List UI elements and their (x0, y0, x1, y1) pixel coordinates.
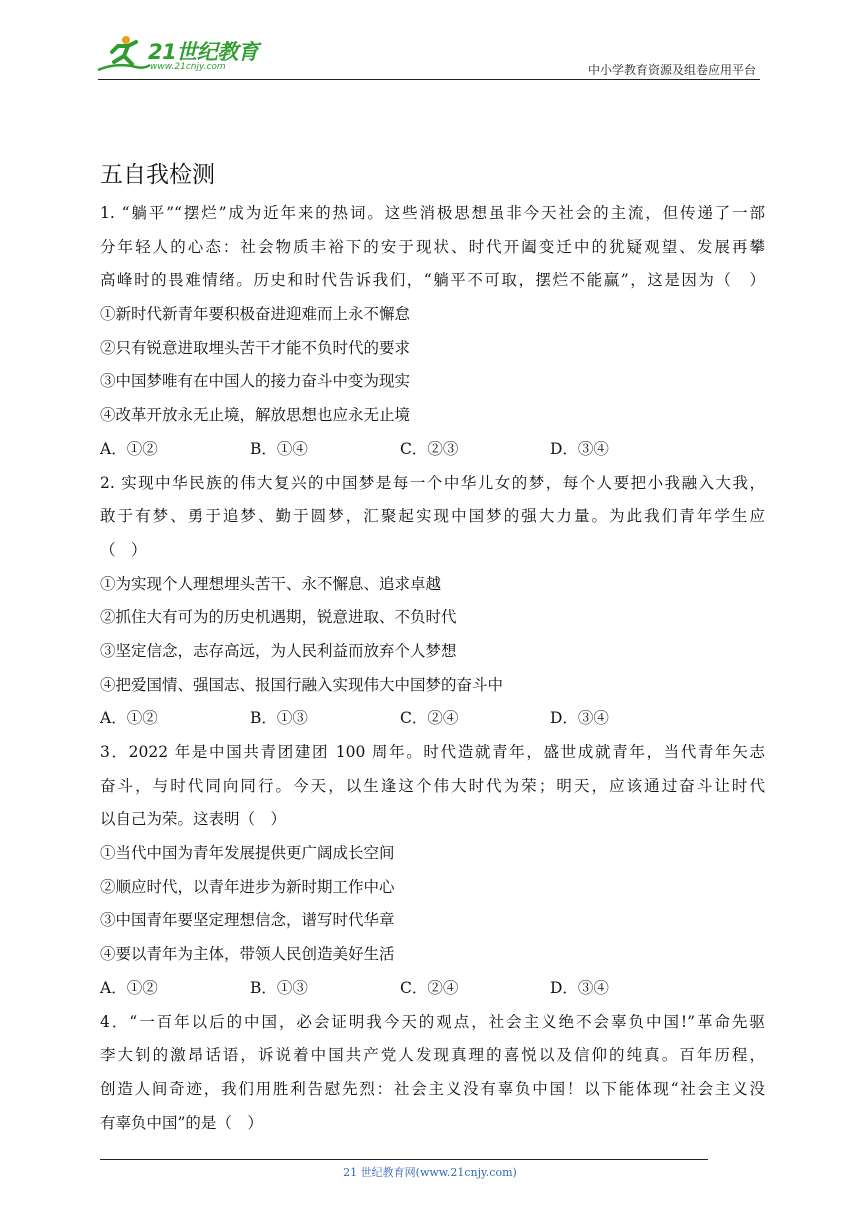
question-stem-line: 2. 实现中华民族的伟大复兴的中国梦是每一个中华儿女的梦，每个人要把小我融入大我， (100, 473, 765, 492)
statement-item: ③中国梦唯有在中国人的接力奋斗中变为现实 (100, 372, 411, 391)
site-logo (96, 34, 266, 78)
option-b: B．①④ (250, 439, 308, 458)
statement-item: ②顺应时代，以青年进步为新时期工作中心 (100, 877, 395, 896)
section-title: 五自我检测 (100, 162, 215, 188)
question-stem-line: 创造人间奇迹，我们用胜利告慰先烈：社会主义没有辜负中国！以下能体现“社会主义没 (100, 1079, 765, 1098)
page-header (0, 0, 860, 90)
answer-options (100, 702, 765, 736)
question-stem-line: 4．“一百年以后的中国，必会证明我今天的观点，社会主义绝不会辜负中国!”革命先驱 (100, 1012, 765, 1031)
statement-item: ③坚定信念，志存高远，为人民利益而放弃个人梦想 (100, 641, 457, 660)
question-stem-line: 有辜负中国”的是（ ） (100, 1113, 263, 1132)
option-a: A．①② (100, 709, 158, 728)
statement-item: ④要以青年为主体，带领人民创造美好生活 (100, 945, 395, 964)
answer-options (100, 972, 765, 1006)
question-stem-line: 李大钊的激昂话语，诉说着中国共产党人发现真理的喜悦以及信仰的纯真。百年历程， (100, 1046, 765, 1065)
question-list (100, 197, 765, 1140)
runner-logo-icon (96, 34, 152, 78)
question-stem-line: 以自己为荣。这表明（ ） (100, 810, 287, 829)
statement-item: ①新时代新青年要积极奋进迎难而上永不懈怠 (100, 305, 411, 324)
logo-url: www.21cnjy.com (150, 62, 226, 72)
question-stem-line: 分年轻人的心态：社会物质丰裕下的安于现状、时代开阖变迁中的犹疑观望、发展再攀 (100, 237, 765, 256)
statement-item: ④把爱国情、强国志、报国行融入实现伟大中国梦的奋斗中 (100, 675, 504, 694)
option-b: B．①③ (250, 709, 308, 728)
option-c: C．②④ (400, 709, 459, 728)
option-a: A．①② (100, 439, 158, 458)
header-divider (98, 79, 760, 80)
option-d: D．③④ (550, 978, 609, 997)
question-stem-line: 高峰时的畏难情绪。历史和时代告诉我们，“躺平不可取，摆烂不能赢”，这是因为（ ） (100, 271, 765, 290)
option-d: D．③④ (550, 439, 609, 458)
question-stem-line: （ ） (100, 540, 147, 559)
option-a: A．①② (100, 978, 158, 997)
question-2 (100, 467, 765, 737)
question-4 (100, 1006, 765, 1141)
question-stem-line: 奋斗，与时代同向同行。今天，以生逢这个伟大时代为荣；明天，应该通过奋斗让时代 (100, 776, 765, 795)
statement-item: ②抓住大有可为的历史机遇期，锐意进取、不负时代 (100, 608, 457, 627)
statement-item: ③中国青年要坚定理想信念，谱写时代华章 (100, 911, 395, 930)
question-stem-line: 3．2022 年是中国共青团建团 100 周年。时代造就青年，盛世成就青年，当代青年矢志 (100, 743, 765, 761)
footer-text: 21 世纪教育网(www.21cnjy.com) (343, 1166, 517, 1179)
logo-text: 21世纪教育 (148, 40, 259, 64)
statement-item: ①为实现个人理想埋头苦干、永不懈息、追求卓越 (100, 574, 442, 593)
option-d: D．③④ (550, 709, 609, 728)
statement-item: ①当代中国为青年发展提供更广阔成长空间 (100, 844, 395, 863)
option-c: C．②④ (400, 978, 459, 997)
answer-options (100, 433, 765, 467)
statement-item: ②只有锐意进取埋头苦干才能不负时代的要求 (100, 338, 411, 357)
statement-item: ④改革开放永无止境，解放思想也应永无止境 (100, 406, 411, 425)
question-3 (100, 736, 765, 1006)
option-c: C．②③ (400, 439, 459, 458)
option-b: B．①③ (250, 978, 308, 997)
question-stem-line: 1. “躺平”“摆烂”成为近年来的热词。这些消极思想虽非今天社会的主流，但传递了一部 (100, 204, 765, 222)
platform-name: 中小学教育资源及组卷应用平台 (587, 63, 756, 77)
question-stem-line: 敢于有梦、勇于追梦、勤于圆梦，汇聚起实现中国梦的强大力量。为此我们青年学生应 (100, 507, 765, 526)
footer-divider (100, 1159, 708, 1160)
question-1 (100, 197, 765, 467)
